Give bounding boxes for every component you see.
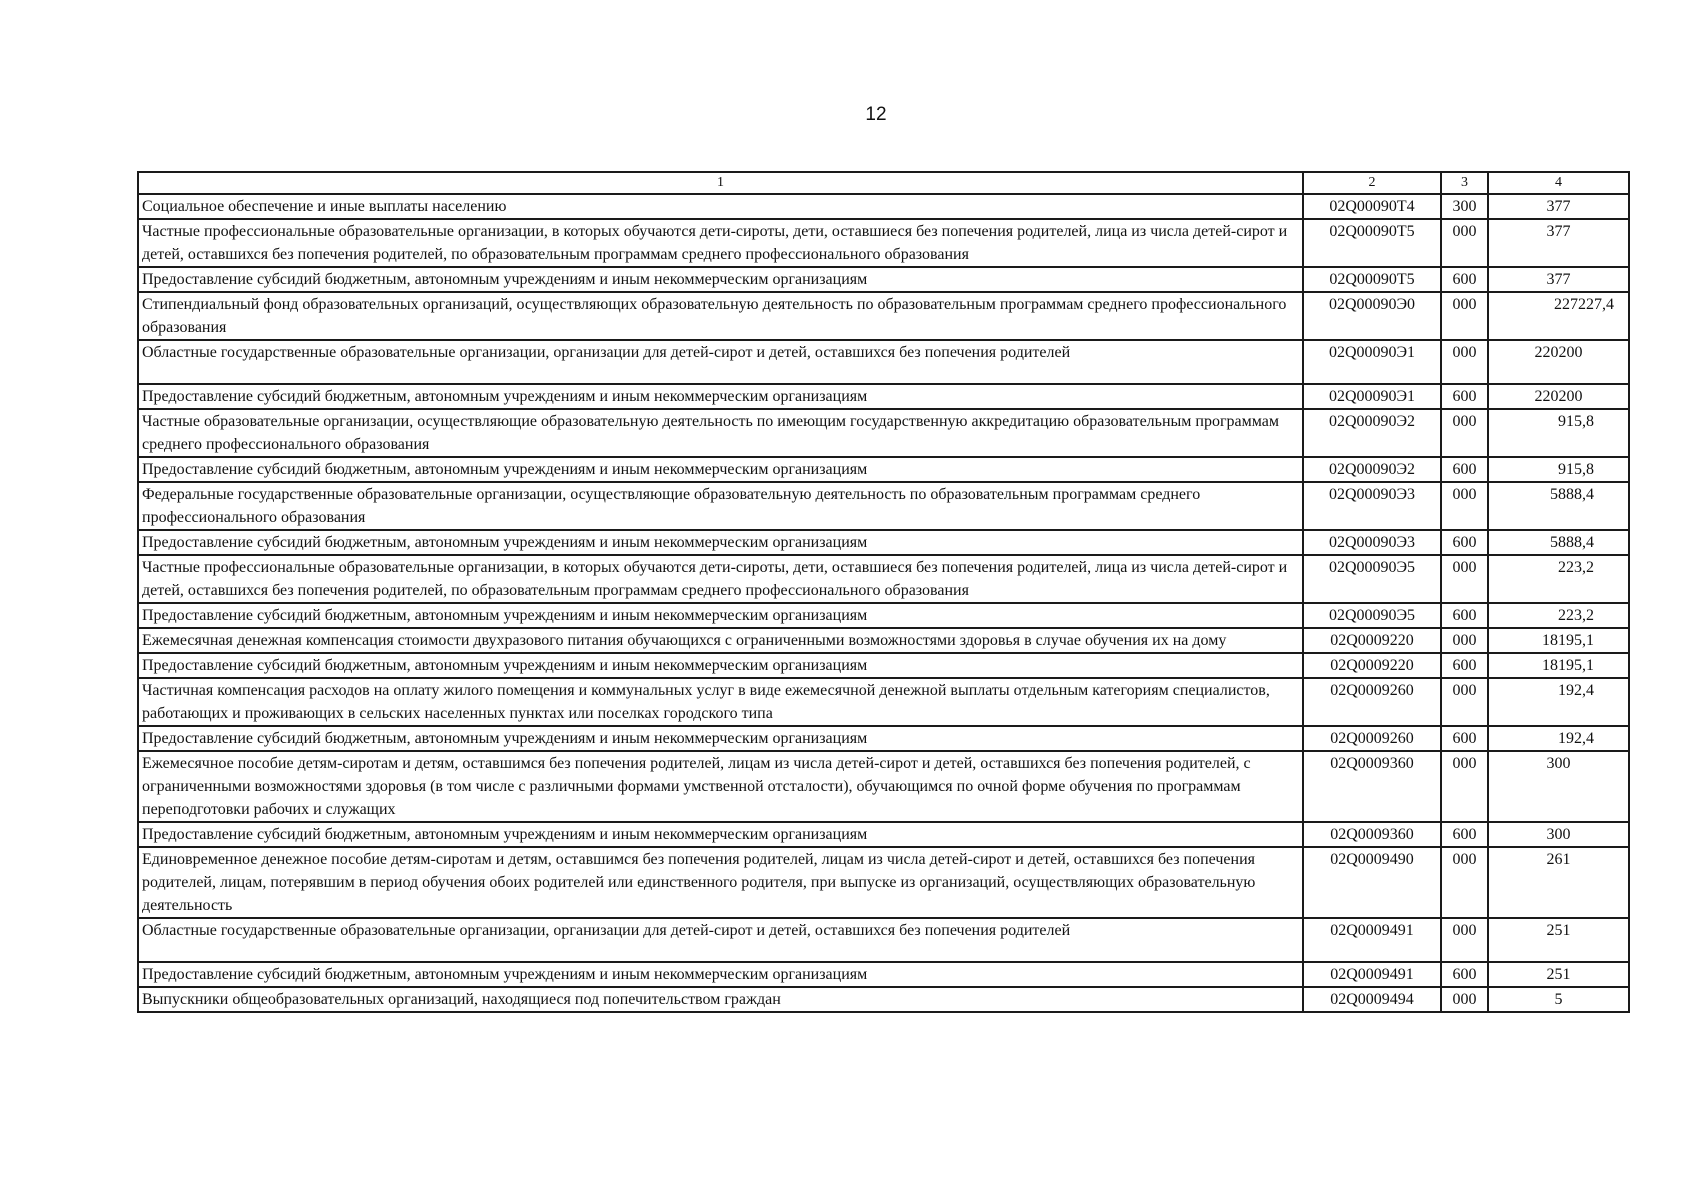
row-amount: 192,4 [1488,726,1629,751]
row-amount: 223,2 [1488,555,1629,603]
row-name: Предоставление субсидий бюджетным, автономным учреждениям и иным некоммерческим организациям [138,962,1303,987]
row-name: Предоставление субсидий бюджетным, автономным учреждениям и иным некоммерческим организациям [138,457,1303,482]
row-amount: 915,8 [1488,409,1629,457]
column-header-2: 2 [1303,172,1441,194]
table-row [138,918,1629,962]
row-code: 02Q00090Т5 [1303,219,1441,267]
row-name: Частичная компенсация расходов на оплату жилого помещения и коммунальных услуг в виде ежемесячной денежной выплаты отдельным категориям специалистов, работающих и проживающих в сельских населенных пунктах или поселках городского типа [138,678,1303,726]
row-amount: 220200 [1488,340,1629,384]
row-amount: 18195,1 [1488,628,1629,653]
row-code: 02Q00090Э2 [1303,409,1441,457]
row-type: 600 [1441,457,1488,482]
row-amount: 192,4 [1488,678,1629,726]
row-code: 02Q0009220 [1303,653,1441,678]
table-row [138,194,1629,219]
row-amount: 5888,4 [1488,482,1629,530]
row-amount: 261 [1488,847,1629,918]
row-amount: 251 [1488,962,1629,987]
row-type: 600 [1441,530,1488,555]
row-type: 600 [1441,822,1488,847]
row-name: Частные профессиональные образовательные организации, в которых обучаются дети-сироты, дети, оставшиеся без попечения родителей, лица из числа детей-сирот и детей, оставшихся без попечения родителей, по образовательным программам среднего профессионального образования [138,219,1303,267]
row-code: 02Q0009260 [1303,678,1441,726]
row-type: 300 [1441,194,1488,219]
table-row [138,847,1629,918]
row-type: 000 [1441,482,1488,530]
row-name: Ежемесячное пособие детям-сиротам и детям, оставшимся без попечения родителей, лицам из числа детей-сирот и детей, оставшихся без попечения родителей, с ограниченными возможностями здоровья (в том числе с различными формами умственной отсталости), обучающимся по очной форме обучения по программам переподготовки рабочих и служащих [138,751,1303,822]
row-name: Частные образовательные организации, осуществляющие образовательную деятельность по имеющим государственную аккредитацию образовательным программам среднего профессионального образования [138,409,1303,457]
row-type: 600 [1441,962,1488,987]
column-header-1: 1 [138,172,1303,194]
row-type: 000 [1441,987,1488,1012]
row-type: 000 [1441,678,1488,726]
row-name: Предоставление субсидий бюджетным, автономным учреждениям и иным некоммерческим организациям [138,384,1303,409]
row-code: 02Q0009494 [1303,987,1441,1012]
row-amount: 915,8 [1488,457,1629,482]
column-header-4: 4 [1488,172,1629,194]
table-row [138,751,1629,822]
row-type: 600 [1441,726,1488,751]
row-type: 000 [1441,409,1488,457]
row-amount: 377 [1488,219,1629,267]
row-amount: 220200 [1488,384,1629,409]
row-name: Предоставление субсидий бюджетным, автономным учреждениям и иным некоммерческим организациям [138,653,1303,678]
row-name: Социальное обеспечение и иные выплаты населению [138,194,1303,219]
row-code: 02Q00090Э2 [1303,457,1441,482]
table-row [138,822,1629,847]
row-name: Предоставление субсидий бюджетным, автономным учреждениям и иным некоммерческим организациям [138,267,1303,292]
row-type: 000 [1441,628,1488,653]
row-amount: 251 [1488,918,1629,962]
table-row [138,457,1629,482]
table-row [138,267,1629,292]
row-code: 02Q0009490 [1303,847,1441,918]
row-name: Областные государственные образовательные организации, организации для детей-сирот и детей, оставшихся без попечения родителей [138,918,1303,962]
table-row [138,653,1629,678]
row-type: 000 [1441,751,1488,822]
row-name: Предоставление субсидий бюджетным, автономным учреждениям и иным некоммерческим организациям [138,603,1303,628]
row-amount: 18195,1 [1488,653,1629,678]
row-type: 000 [1441,847,1488,918]
table-row [138,292,1629,340]
row-code: 02Q00090Э5 [1303,603,1441,628]
table-row [138,603,1629,628]
table-row [138,530,1629,555]
row-name: Выпускники общеобразовательных организаций, находящиеся под попечительством граждан [138,987,1303,1012]
row-code: 02Q00090Э1 [1303,340,1441,384]
row-type: 600 [1441,384,1488,409]
table-row [138,962,1629,987]
table-row [138,678,1629,726]
row-type: 600 [1441,603,1488,628]
row-amount: 5888,4 [1488,530,1629,555]
row-code: 02Q00090Э0 [1303,292,1441,340]
row-name: Предоставление субсидий бюджетным, автономным учреждениям и иным некоммерческим организациям [138,530,1303,555]
row-type: 000 [1441,219,1488,267]
table-row [138,987,1629,1012]
row-type: 000 [1441,292,1488,340]
table-row [138,384,1629,409]
table-row [138,628,1629,653]
row-amount: 227227,4 [1488,292,1629,340]
row-type: 000 [1441,918,1488,962]
row-name: Стипендиальный фонд образовательных организаций, осуществляющих образовательную деятельность по образовательным программам среднего профессионального образования [138,292,1303,340]
row-name: Единовременное денежное пособие детям-сиротам и детям, оставшимся без попечения родителей, лицам из числа детей-сирот и детей, оставшихся без попечения родителей, лицам, потерявшим в период обучения обоих родителей или единственного родителя, при выпуске из организаций, осуществляющих образовательную деятельность [138,847,1303,918]
table-row [138,555,1629,603]
row-amount: 377 [1488,267,1629,292]
row-code: 02Q0009260 [1303,726,1441,751]
row-type: 600 [1441,653,1488,678]
row-amount: 377 [1488,194,1629,219]
row-code: 02Q0009491 [1303,918,1441,962]
table-row [138,409,1629,457]
row-code: 02Q0009491 [1303,962,1441,987]
row-code: 02Q0009220 [1303,628,1441,653]
row-code: 02Q00090Э1 [1303,384,1441,409]
table-header-row [138,172,1629,194]
row-code: 02Q00090Э3 [1303,530,1441,555]
row-name: Предоставление субсидий бюджетным, автономным учреждениям и иным некоммерческим организациям [138,822,1303,847]
row-name: Частные профессиональные образовательные организации, в которых обучаются дети-сироты, дети, оставшиеся без попечения родителей, лица из числа детей-сирот и детей, оставшихся без попечения родителей, по образовательным программам среднего профессионального образования [138,555,1303,603]
row-name: Областные государственные образовательные организации, организации для детей-сирот и детей, оставшихся без попечения родителей [138,340,1303,384]
budget-table [137,171,1630,1013]
row-name: Федеральные государственные образовательные организации, осуществляющие образовательную деятельность по образовательным программам среднего профессионального образования [138,482,1303,530]
row-amount: 300 [1488,751,1629,822]
row-code: 02Q0009360 [1303,822,1441,847]
row-name: Ежемесячная денежная компенсация стоимости двухразового питания обучающихся с ограниченными возможностями здоровья в случае обучения их на дому [138,628,1303,653]
table-row [138,726,1629,751]
row-code: 02Q00090Т4 [1303,194,1441,219]
column-header-3: 3 [1441,172,1488,194]
row-code: 02Q00090Э3 [1303,482,1441,530]
row-amount: 5 [1488,987,1629,1012]
row-type: 600 [1441,267,1488,292]
row-name: Предоставление субсидий бюджетным, автономным учреждениям и иным некоммерческим организациям [138,726,1303,751]
table-row [138,340,1629,384]
row-code: 02Q00090Т5 [1303,267,1441,292]
page-number: 12 [865,104,887,125]
row-amount: 300 [1488,822,1629,847]
row-code: 02Q00090Э5 [1303,555,1441,603]
row-type: 000 [1441,340,1488,384]
row-type: 000 [1441,555,1488,603]
row-code: 02Q0009360 [1303,751,1441,822]
table-row [138,219,1629,267]
row-amount: 223,2 [1488,603,1629,628]
table-row [138,482,1629,530]
